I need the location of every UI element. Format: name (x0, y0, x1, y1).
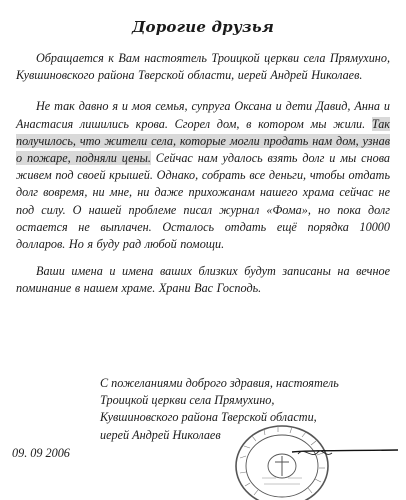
signature-icon (290, 440, 400, 470)
closing-line: иерей Андрей Николаев (100, 427, 221, 442)
paragraph-intro: Обращается к Вам настоятель Троицкой церкви села Прямухино, Кувшиновского района Тверской области, иерей Андрей Николаев. (16, 51, 390, 83)
closing-line: Троицкой церкви села Прямухино, (100, 393, 275, 408)
closing-line: Кувшиновского района Тверской области, (100, 410, 317, 425)
paragraph-story-part1: Не так давно я и моя семья, супруга Оксана и дети Давид, Анна и Анастасия лишились крова. Сгорел дом, в котором мы жили. (16, 99, 390, 131)
closing-line: С пожеланиями доброго здравия, настоятель (100, 376, 339, 390)
paragraph-story-part2: Сейчас нам удалось взять долг и мы снова живем под своей крышей. Однако, собрать все деньги, чтобы отдать долг вовремя, ни мне, ни даже прихожанам нашего храма сейчас не под силу. О нашей проблеме писал журнал «Фома», но пока долг остается не выплачен. Осталось отдать ещё порядка 10000 долларов. Но я буду рад любой помощи. (16, 151, 390, 252)
letter-date: 09. 09 2006 (12, 446, 70, 460)
paragraph-story (16, 98, 390, 253)
letter-title: Дорогие друзья (131, 18, 275, 36)
paragraph-blessing: Ваши имена и имена ваших близких будут записаны на вечное поминание в нашем храме. Храни Вас Господь. (16, 264, 390, 296)
highlighted-text: Так получилось, что жители села, которые могли продать нам дом, узнав о пожаре, подняли цены. (16, 116, 390, 166)
